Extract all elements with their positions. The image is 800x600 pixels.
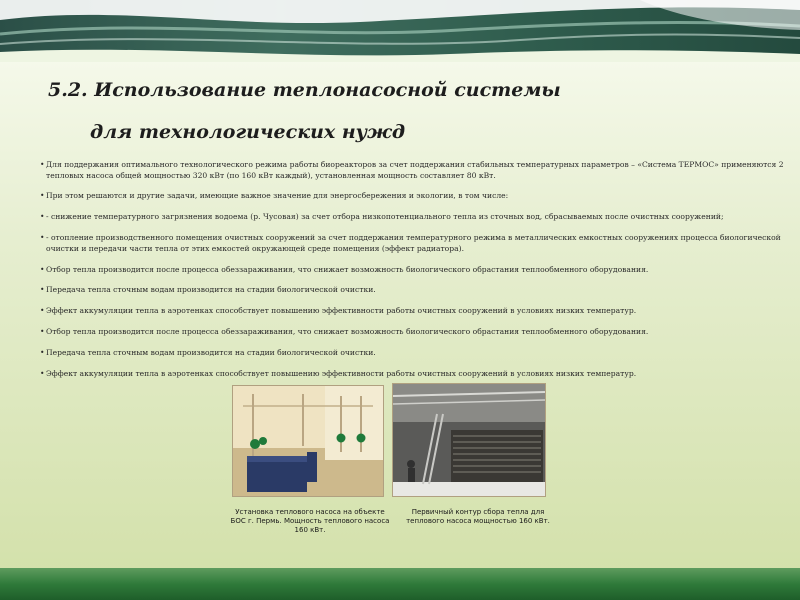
bullet-icon: • (40, 369, 45, 379)
bullet-icon: • (40, 348, 45, 358)
list-item (40, 160, 785, 181)
list-item-text: Отбор тепла производится после процесса обеззараживания, что снижает возможность биологического обрастания теплообменного оборудования. (46, 264, 649, 274)
list-item-text: Отбор тепла производится после процесса обеззараживания, что снижает возможность биологического обрастания теплообменного оборудования. (46, 327, 649, 337)
list-item-text: Передача тепла сточным водам производится на стадии биологической очистки. (46, 348, 376, 358)
heat-pump-installation-photo (232, 385, 384, 497)
list-item (40, 265, 785, 276)
list-item (40, 191, 785, 202)
list-item-text: - снижение температурного загрязнения водоема (р. Чусовая) за счет отбора низкопотенциального тепла из сточных вод, сбрасываемых после очистных сооружений; (46, 212, 724, 222)
list-item (40, 233, 785, 254)
bullet-icon: • (40, 160, 45, 169)
list-item-text: Эффект аккумуляции тепла в аэротенках способствует повышению эффективности работы очистных сооружений в условиях низких температур. (46, 369, 637, 379)
list-item-text: Эффект аккумуляции тепла в аэротенках способствует повышению эффективности работы очистных сооружений в условиях низких температур. (46, 306, 637, 316)
list-item (40, 306, 785, 317)
bullet-icon: • (40, 327, 45, 337)
bullet-list (40, 160, 785, 390)
list-item (40, 369, 785, 380)
photo-caption-left: Установка теплового насоса на объекте БОС г. Пермь. Мощность теплового насоса 160 кВт. (230, 508, 390, 534)
heat-collection-circuit-photo (392, 383, 546, 497)
list-item (40, 348, 785, 359)
slide-title: 5.2. Использование теплонасосной системы (48, 79, 561, 101)
bullet-icon: • (40, 212, 45, 222)
list-item (40, 327, 785, 338)
photo-caption-right: Первичный контур сбора тепла для теплового насоса мощностью 160 кВт. (406, 508, 550, 525)
header-banner (0, 0, 800, 62)
bullet-icon: • (40, 306, 45, 316)
list-item (40, 285, 785, 296)
header-wave-decoration (0, 0, 800, 62)
list-item-text: - отопление производственного помещения очистных сооружений за счет поддержания температурного режима в металлических емкостных сооружениях процесса биологической очистки и передачи части тепла от этих емкостей окружающей среде помещения (эффект радиатора). (46, 233, 781, 253)
list-item-text: Передача тепла сточным водам производится на стадии биологической очистки. (46, 285, 376, 295)
bullet-icon: • (40, 233, 45, 243)
bullet-icon: • (40, 285, 45, 295)
bullet-icon: • (40, 264, 45, 274)
bullet-icon: • (40, 191, 45, 201)
list-item-text: При этом решаются и другие задачи, имеющие важное значение для энергосбережения и экологии, в том числе: (46, 191, 509, 201)
list-item (40, 212, 785, 223)
footer-bar (0, 568, 800, 600)
slide-subtitle: для технологических нужд (90, 121, 406, 143)
list-item-text: Для поддержания оптимального технологического режима работы биореакторов за счет поддержания стабильных температурных параметров – «Система ТЕРМОС» применяются 2 тепловых насоса общей мощностью 320 кВт (по 160 кВт каждый), установленная мощность составляет 80 кВт. (46, 160, 784, 180)
